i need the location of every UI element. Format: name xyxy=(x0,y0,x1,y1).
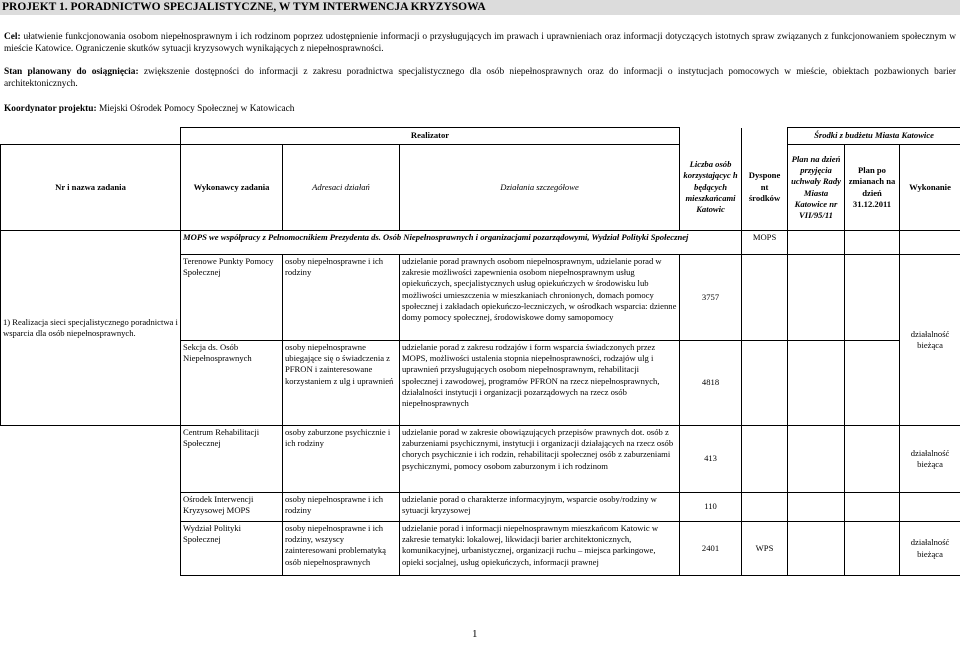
goal-label: Cel: xyxy=(4,32,21,42)
target-paragraph xyxy=(4,66,956,91)
coordinator-paragraph xyxy=(4,103,956,115)
disposer-cell xyxy=(742,426,788,493)
count-cell: 3757 xyxy=(680,255,742,341)
count-cell: 413 xyxy=(680,426,742,493)
intro-cell: MOPS we współpracy z Pełnomocnikiem Prezydenta ds. Osób Niepełnosprawnych i organizacjami pozarządowymi, Wydział Polityki Społecznej xyxy=(181,231,742,255)
header-execution: Wykonanie xyxy=(900,145,960,231)
execution-cell xyxy=(900,493,960,522)
intro-plan-after xyxy=(845,231,900,255)
coordinator-text: Miejski Ośrodek Pomocy Społecznej w Katowicach xyxy=(96,104,295,114)
intro-plan xyxy=(788,231,845,255)
plan-cell xyxy=(788,522,845,576)
header-plan: Plan na dzień przyjęcia uchwały Rady Miasta Katowice nr VII/95/11 xyxy=(788,145,845,231)
count-cell: 110 xyxy=(680,493,742,522)
actions-cell: udzielanie porad w zakresie obowiązujących przepisów prawnych dot. osób z zaburzeniami psychicznymi, instytucji i organizacji działających na rzecz osób chorych psychicznie i ich rodzin, rehabilitacji społecznej osób z zaburzeniami psychicznymi, pomocy osobom zaburzonym i ich rodzinom xyxy=(400,426,680,493)
group-execution-cell: działalność bieżąca xyxy=(900,255,960,426)
actions-cell: udzielanie porad z zakresu rodzajów i form wsparcia świadczonych przez MOPS, możliwości ustalenia stopnia niepełnosprawności, rodzajów ulg i uprawnień przysługujących osobom niepełnosprawnym, rehabilitacji społecznej i zawodowej, programów PFRON na rzecz niepełnosprawnych, działalności instytucji i organizacji pozarządowych na rzecz osób niepełnosprawnych xyxy=(400,341,680,426)
goal-paragraph xyxy=(4,31,956,56)
plan-cell xyxy=(788,255,845,341)
header-addressees: Adresaci działań xyxy=(283,145,400,231)
executor-cell: Sekcja ds. Osób Niepełnosprawnych xyxy=(181,341,283,426)
plan-cell xyxy=(788,341,845,426)
intro-disposer: MOPS xyxy=(742,231,788,255)
target-text: zwiększenie dostępności do informacji z zakresu poradnictwa specjalistycznego dla osób niepełnosprawnych oraz do informacji o instytucjach pomocowych w mieście, obiektach pozbawionych barier architektonicznych. xyxy=(4,67,956,90)
disposer-cell xyxy=(742,493,788,522)
plan-after-cell xyxy=(845,255,900,341)
table-row xyxy=(1,426,960,493)
target-label: Stan planowany do osiągnięcia: xyxy=(4,67,139,77)
header-executors: Wykonawcy zadania xyxy=(181,145,283,231)
spacer-cell xyxy=(1,426,181,493)
spacer-cell xyxy=(1,522,181,576)
header-count: Liczba osób korzystającyc h będących mieszkańcami Katowic xyxy=(680,145,742,231)
executor-cell: Ośrodek Interwencji Kryzysowej MOPS xyxy=(181,493,283,522)
executor-cell: Terenowe Punkty Pomocy Społecznej xyxy=(181,255,283,341)
goal-text: ułatwienie funkcjonowania osobom niepełnosprawnym i ich rodzinom poprzez udostępnienie informacji o przysługujących im prawach i uprawnieniach oraz informacji dotyczących istotnych spraw związanych z funkcjonowaniem społecznym w mieście Katowice. Ograniczenie skutków sytuacji kryzysowych wynikających z niepełnosprawności. xyxy=(4,32,956,55)
plan-cell xyxy=(788,493,845,522)
header-realizator: Realizator xyxy=(181,128,680,145)
header-spacer-3 xyxy=(742,128,788,145)
plan-after-cell xyxy=(845,522,900,576)
header-srodki: Środki z budżetu Miasta Katowice xyxy=(788,128,960,145)
disposer-cell xyxy=(742,341,788,426)
count-cell: 4818 xyxy=(680,341,742,426)
header-row-top xyxy=(1,128,960,145)
coordinator-label: Koordynator projektu: xyxy=(4,104,97,114)
plan-after-cell xyxy=(845,426,900,493)
addressees-cell: osoby niepełnosprawne i ich rodziny xyxy=(283,255,400,341)
executor-cell: Wydział Polityki Społecznej xyxy=(181,522,283,576)
header-actions: Działania szczegółowe xyxy=(400,145,680,231)
execution-cell: działalność bieżąca xyxy=(900,426,960,493)
page-number: 1 xyxy=(472,628,478,640)
addressees-cell: osoby niepełnosprawne i ich rodziny xyxy=(283,493,400,522)
disposer-cell: WPS xyxy=(742,522,788,576)
executor-cell: Centrum Rehabilitacji Społecznej xyxy=(181,426,283,493)
addressees-cell: osoby niepełnosprawne i ich rodziny, wszyscy zainteresowani problematyką osób niepełnosprawnych xyxy=(283,522,400,576)
actions-cell: udzielanie porad prawnych osobom niepełnosprawnym, udzielanie porad w zakresie możliwości zapewnienia osobom niepełnosprawnym usług opiekuńczych, specjalistycznych usług opiekuńczych w środowisku lub możliwości umieszczenia w mieszkaniach chronionych, domach pomocy społecznej i zakładach opiekuńczo-leczniczych, w ośrodkach wsparcia: dzienne domy pomocy społecznej, środowiskowe domy samopomocy xyxy=(400,255,680,341)
addressees-cell: osoby zaburzone psychicznie i ich rodziny xyxy=(283,426,400,493)
tasks-table xyxy=(0,127,960,576)
plan-after-cell xyxy=(845,341,900,426)
actions-cell: udzielanie porad o charakterze informacyjnym, wsparcie osoby/rodziny w sytuacji kryzysowej xyxy=(400,493,680,522)
header-spacer xyxy=(1,128,181,145)
addressees-cell: osoby niepełnosprawne ubiegające się o świadczenia z PFRON i zainteresowane korzystaniem z ulg i uprawnień xyxy=(283,341,400,426)
plan-after-cell xyxy=(845,493,900,522)
header-spacer-2 xyxy=(680,128,742,145)
table-row xyxy=(1,522,960,576)
spacer-cell xyxy=(1,493,181,522)
header-plan-after: Plan po zmianach na dzień 31.12.2011 xyxy=(845,145,900,231)
header-row-main xyxy=(1,145,960,231)
actions-cell: udzielanie porad i informacji niepełnosprawnym mieszkańcom Katowic w zakresie tematyki: lokalowej, likwidacji barier architektonicznych, komunikacyjnej, urbanistycznej, organizacji ruchu – miejsca parkingowe, opieki socjalnej, usług opiekuńczych, informacji prawnej xyxy=(400,522,680,576)
count-cell: 2401 xyxy=(680,522,742,576)
intro-execution xyxy=(900,231,960,255)
disposer-cell xyxy=(742,255,788,341)
table-row xyxy=(1,493,960,522)
task-name-cell: 1) Realizacja sieci specjalistycznego poradnictwa i wsparcia dla osób niepełnosprawnych. xyxy=(1,231,181,426)
plan-cell xyxy=(788,426,845,493)
intro-row xyxy=(1,231,960,255)
page-title: PROJEKT 1. PORADNICTWO SPECJALISTYCZNE, W TYM INTERWENCJA KRYZYSOWA xyxy=(0,0,960,15)
execution-cell: działalność bieżąca xyxy=(900,522,960,576)
header-task: Nr i nazwa zadania xyxy=(1,145,181,231)
header-disposer: Dyspone nt środków xyxy=(742,145,788,231)
